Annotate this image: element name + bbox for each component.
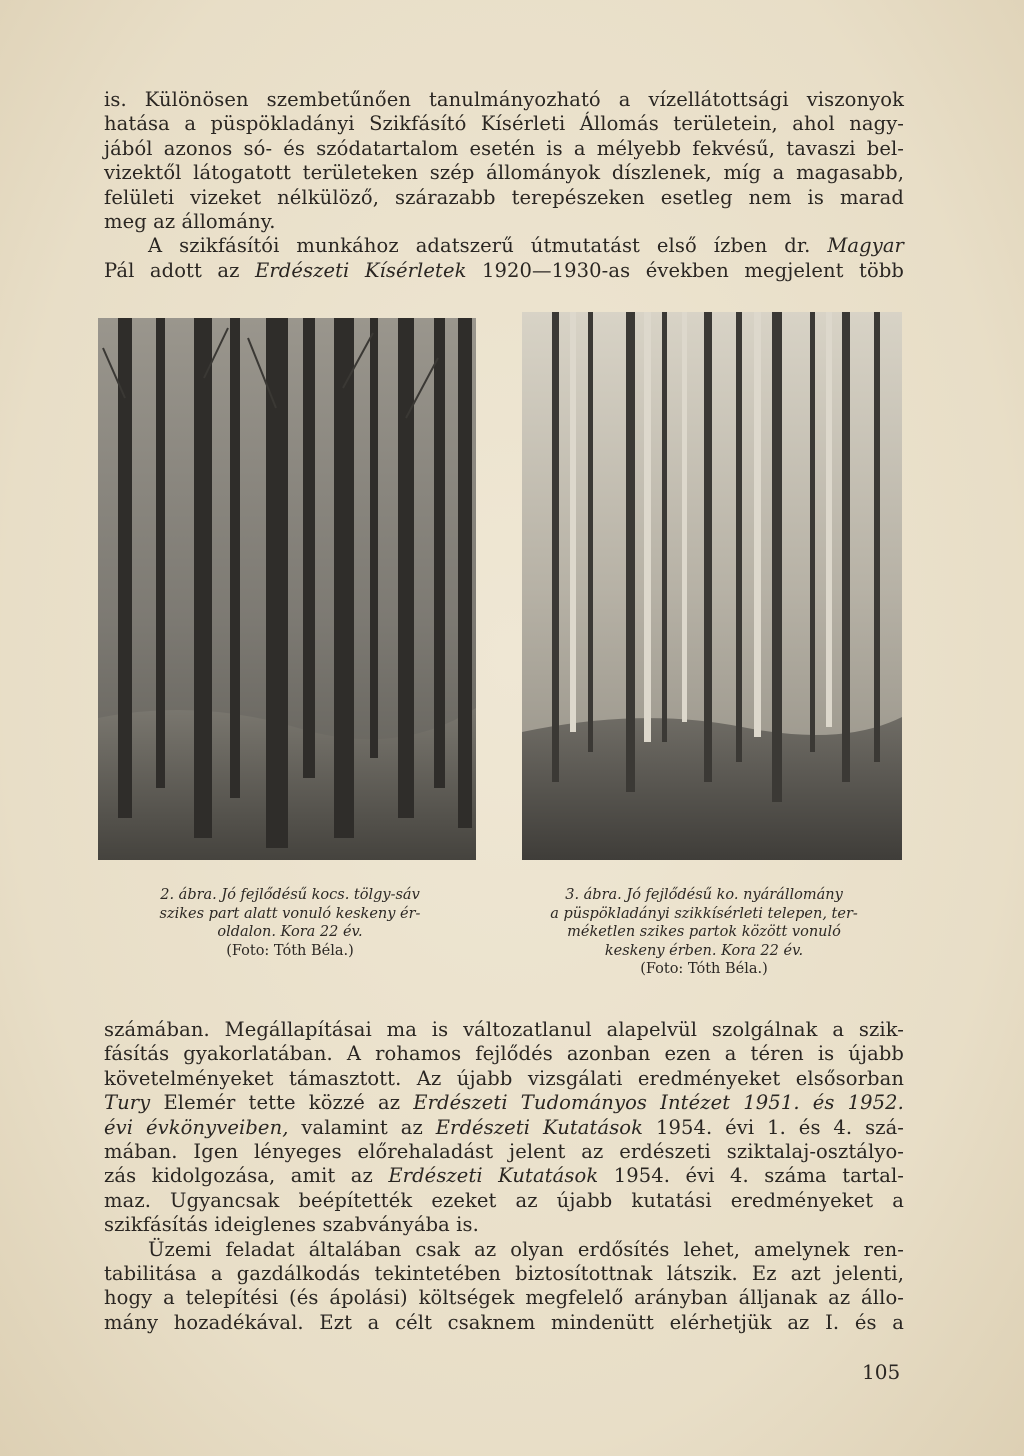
text-line: hatása a püspökladányi Szikfásító Kísérleti Állomás területein, ahol nagy- <box>104 112 904 136</box>
text-line: szikfásítás ideiglenes szabványába is. <box>104 1213 479 1237</box>
caption-line: keskeny érben. Kora 22 év. <box>604 942 804 959</box>
publication-title: Erdészeti Kutatások <box>435 1115 644 1139</box>
text-line: számában. Megállapításai ma is változatlanul alapelvül szolgálnak a szik- <box>104 1018 904 1041</box>
bottom-text <box>104 1018 904 1335</box>
photo-credit: (Foto: Tóth Béla.) <box>226 942 354 959</box>
text-line <box>104 1164 904 1188</box>
text-line: jából azonos só- és szódatartalom esetén is a mélyebb fekvésű, tavaszi bel- <box>104 136 904 160</box>
caption-line: szikes part alatt vonuló keskeny ér- <box>159 905 421 922</box>
figure-2-photo <box>98 318 476 860</box>
text-run: zás kidolgozása, amit az <box>104 1164 373 1188</box>
text-line: vizektől látogatott területeken szép állományok díszlenek, míg a magasabb, <box>104 161 904 185</box>
page-number: 105 <box>862 1360 901 1384</box>
text-line <box>104 1091 904 1115</box>
author-name: Magyar <box>827 234 904 258</box>
text-run: Pál adott az <box>104 258 240 282</box>
figure-2-caption <box>104 886 476 960</box>
text-line: mány hozadékával. Ezt a célt csaknem mindenütt elérhetjük az I. és a <box>104 1310 904 1334</box>
text-line: fásítás gyakorlatában. A rohamos fejlődés azonban ezen a téren is újabb <box>104 1042 904 1066</box>
photo-credit: (Foto: Tóth Béla.) <box>640 961 768 977</box>
text-line <box>104 234 904 258</box>
author-name: Tury <box>104 1091 151 1115</box>
publication-title: Erdészeti Tudományos Intézet 1951. és 1952. <box>413 1091 904 1115</box>
text-line: mában. Igen lényeges előrehaladást jelent az erdészeti sziktalaj-osztályo- <box>104 1140 904 1164</box>
text-line: maz. Ugyancsak beépítették ezeket az újabb kutatási eredményeket a <box>104 1188 904 1212</box>
text-line: tabilitása a gazdálkodás tekintetében biztosítottnak látszik. Ez azt jelenti, <box>104 1262 904 1286</box>
publication-title: évi évkönyveiben, <box>104 1115 289 1139</box>
text-run: 1954. évi 4. száma tartal- <box>613 1164 904 1188</box>
text-line: követelményeket támasztott. Az újabb vizsgálati eredményeket elsősorban <box>104 1066 904 1090</box>
publication-title: Erdészeti Kutatások <box>388 1164 599 1188</box>
text-run: A szikfásítói munkához adatszerű útmutatást első ízben dr. <box>148 234 811 258</box>
caption-line: 3. ábra. Jó fejlődésű ko. nyárállomány <box>565 887 843 903</box>
text-line <box>104 1116 904 1140</box>
publication-title: Erdészeti Kísérletek <box>255 258 467 282</box>
text-run: 1920—1930-as években megjelent több <box>482 258 904 282</box>
caption-line: méketlen szikes partok között vonuló <box>567 924 841 940</box>
text-line: meg az állomány. <box>104 210 276 234</box>
text-run: Elemér tette közzé az <box>163 1091 401 1115</box>
text-line: felületi vizeket nélkülöző, szárazabb terepészeken esetleg nem is marad <box>104 185 904 209</box>
caption-line: oldalon. Kora 22 év. <box>217 924 363 940</box>
text-line: hogy a telepítési (és ápolási) költségek megfelelő arányban álljanak az állo- <box>104 1286 904 1310</box>
text-line: Üzemi feladat általában csak az olyan erdősítés lehet, amelynek ren- <box>148 1237 904 1261</box>
text-line <box>104 259 904 283</box>
figure-3-caption <box>518 886 890 979</box>
text-run: valamint az <box>301 1115 423 1139</box>
text-line: is. Különösen szembetűnően tanulmányozható a vízellátottsági viszonyok <box>104 88 904 111</box>
caption-line: a püspökladányi szikkísérleti telepen, ter- <box>550 905 858 922</box>
text-run: 1954. évi 1. és 4. szá- <box>655 1115 904 1139</box>
caption-line: 2. ábra. Jó fejlődésű kocs. tölgy-sáv <box>160 887 420 903</box>
top-paragraph <box>104 88 904 283</box>
figure-3-photo <box>522 312 902 860</box>
